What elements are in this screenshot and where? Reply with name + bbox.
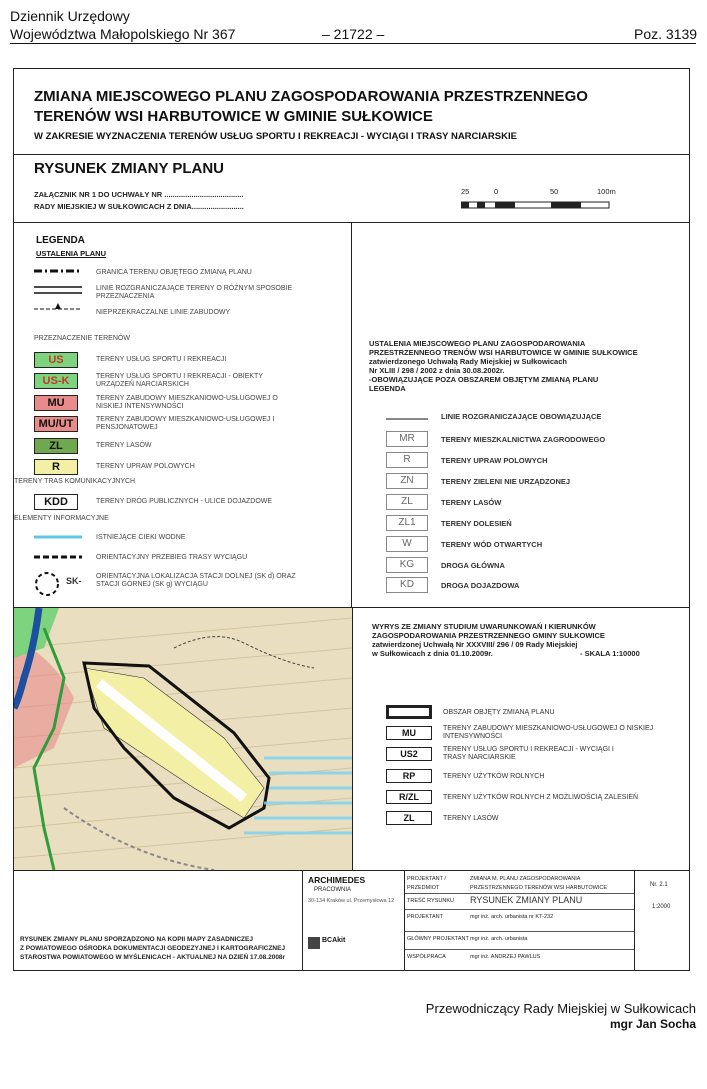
study-item-text: TERENY LASÓW <box>443 815 499 822</box>
plan-title-line2: TERENÓW WSI HARBUTOWICE W GMINIE SUŁKOWICE <box>34 108 433 125</box>
attachment-line1: ZAŁĄCZNIK NR 1 DO UCHWAŁY NR ...................................... <box>34 190 244 199</box>
zone-kdd-symbol: KDD <box>34 494 78 510</box>
zone-mu-ut-text: TERENY ZABUDOWY MIESZKANIOWO-USŁUGOWEJ I PENSJONATOWEJ <box>96 416 275 431</box>
divider <box>351 222 352 607</box>
sheet-number: Nr. 2.1 <box>650 882 668 888</box>
existing-item-text: TERENY UPRAW POLOWYCH <box>441 456 548 465</box>
zone-zl-text: TERENY LASÓW <box>96 442 152 449</box>
sk-label: SK- <box>66 576 82 586</box>
plan-map <box>14 608 352 870</box>
header-rule <box>10 43 696 44</box>
existing-item-symbol: R <box>386 452 428 468</box>
scale-label-100: 100m <box>597 187 616 196</box>
position-number: Poz. 3139 <box>634 26 698 42</box>
zone-zl-symbol: ZL <box>34 438 78 454</box>
existing-item-text: TERENY ZIELENI NIE URZĄDZONEJ <box>441 477 571 486</box>
base-map-note: RYSUNEK ZMIANY PLANU SPORZĄDZONO NA KOPII MAPY ZASADNICZEJ Z POWIATOWEGO OŚRODKA DOKUMENTACJI GEODEZYJNEJ I KARTOGRAFICZNEJ STAROSTWA POWIATOWEGO W MYŚLENICACH - AKTUALNEJ NA DZIEŃ 17.08.2008r <box>20 936 286 961</box>
existing-item-text: TERENY MIESZKALNICTWA ZAGRODOWEGO <box>441 435 606 444</box>
boundary-line-symbol <box>34 265 84 315</box>
existing-item-text: LINIE ROZGRANICZAJĄCE OBOWIĄZUJĄCE <box>441 412 602 421</box>
zone-us-k-text: TERENY USŁUG SPORTU I REKREACJI - OBIEKTY URZĄDZEŃ NARCIARSKICH <box>96 373 263 388</box>
divider <box>404 870 405 971</box>
plan-title-line3: W ZAKRESIE WYZNACZENIA TERENÓW USŁUG SPORTU I REKREACJI - WYCIĄGI I TRASY NARCIARSKIE <box>34 131 517 142</box>
scale-bar <box>461 199 611 211</box>
existing-item-symbol: KD <box>386 577 428 593</box>
existing-item-text: TERENY LASÓW <box>441 498 502 507</box>
divider <box>14 870 689 871</box>
divider <box>14 154 689 155</box>
divider <box>302 870 303 971</box>
info-symbols <box>34 529 84 604</box>
journal-subtitle: Województwa Małopolskiego Nr 367 <box>10 26 236 42</box>
existing-item-symbol: KG <box>386 557 428 573</box>
zone-mu-ut-symbol: MU/UT <box>34 416 78 432</box>
existing-item-text: DROGA GŁÓWNA <box>441 561 505 570</box>
existing-item-symbol: ZL1 <box>386 515 428 531</box>
study-item-symbol: ZL <box>386 811 432 825</box>
dividing-line-symbol <box>386 418 428 420</box>
study-item-text: TERENY UŻYTKÓW ROLNYCH <box>443 773 545 780</box>
zone-kdd-text: TERENY DRÓG PUBLICZNYCH - ULICE DOJAZDOWE <box>96 498 273 505</box>
existing-item-symbol: MR <box>386 431 428 447</box>
legend-building-line-text: NIEPRZEKRACZALNE LINIE ZABUDOWY <box>96 309 231 316</box>
study-item-symbol: RP <box>386 769 432 783</box>
zone-r-symbol: R <box>34 459 78 475</box>
existing-plan-heading: USTALENIA MIEJSCOWEGO PLANU ZAGOSPODAROWANIA PRZESTRZENNEGO TRENÓW WSI HARBUTOWICE W GMINIE SUŁKOWICE zatwierdzonego Uchwałą Rady Miejskiej w Sułkowicach Nr XLIII / 298 / 2002 z dnia 30.08.2002r. -OBOWIĄZUJĄCE POZA OBSZAREM OBJĘTYM ZMIANĄ PLANU LEGENDA <box>369 339 638 393</box>
divider <box>352 608 353 870</box>
plan-sheet: ZMIANA MIEJSCOWEGO PLANU ZAGOSPODAROWANIA PRZESTRZENNEGO TERENÓW WSI HARBUTOWICE W GMINIE SUŁKOWICE W ZAKRESIE WYZNACZENIA TERENÓW USŁUG SPORTU I REKREACJI - WYCIĄGI I TRASY NARCIARSKIE RYSUNEK ZMIANY PLANU ZAŁĄCZNIK NR 1 DO UCHWAŁY NR ...................................... RADY MIEJSKIEJ W SUŁKOWICACH Z DNIA......................... 25 0 50 100m LEGENDA USTALENIA PLANU GRANICA TERENU OBJĘTEGO ZMIANĄ PLANU LINIE ROZGRANICZAJĄCE TERENY O RÓŻNYM SPOSOBIE PRZEZNACZENIA NIEPRZEKRACZALNE LINIE ZABUDOWY PRZEZNACZENIE TERENÓW US TERENY USŁUG SPORTU I REKREACJI US-K TERENY USŁUG SPORTU I REKREACJI - OBIEKTY URZĄDZEŃ NARCIARSKICH MU TERENY ZABUDOWY MIESZKANIOWO-USŁUGOWEJ O NISKIEJ INTENSYWNOŚCI MU/UT TERENY ZABUDOWY MIESZKANIOWO-USŁUGOWEJ I PENSJONATOWEJ ZL TERENY LASÓW R TERENY UPRAW POLOWYCH TERENY TRAS KOMUNIKACYJNYCH KDD TERENY DRÓG PUBLICZNYCH - ULICE DOJAZDOWE ELEMENTY INFORMACYJNE ISTNIEJĄCE CIEKI WODNE ORIENTACYJNY PRZEBIEG TRASY WYCIĄGU SK- ORIENTACYJNA LOKALIZACJA STACJI DOLNEJ (SK d) ORAZ STACJI GÓRNEJ (SK g) WYCIĄGU USTALENIA MIEJSCOWEGO PLANU ZAGOSPODAROWANIA PRZESTRZENNEGO TRENÓW WSI HARBUTOWICE W GMINIE SUŁKOWICE zatwierdzonego Uchwałą Rady Miejskiej w Sułkowicach Nr XLIII / 298 / 2002 z dnia 30.08.2002r. -OBOWIĄZUJĄCE POZA OBSZAREM OBJĘTYM ZMIANĄ PLANU LEGENDA LINIE ROZGRANICZAJĄCE OBOWIĄZUJĄCE MR TERENY MIESZKALNICTWA ZAGRODOWEGO R TERENY UPRAW POLOWYCH ZN TERENY ZIELENI NIE URZĄDZONEJ ZL TERENY LASÓW ZL1 TERENY DOLESIEŃ W TERENY WÓD OTWARTYCH KG DROGA GŁÓWNA KD DROGA DOJAZDOWA WYRYS ZE ZMIANY STUDIUM UWARUNKOWAŃ I KIERUNKÓW ZAGOSPODAROWANIA PRZESTRZENNEGO GMINY SUŁKOWICE zatwierdzonej Uchwałą Nr XXXVIII/ 296 / 09 Rady Miejskiej w Sułkowicach z dnia 01.10.2009r. - SKALA 1:10000 OBSZAR OBJĘTY ZMIANĄ PLANU MU TERENY ZABUDOWY MIESZKANIOWO-USŁUGOWEJ O NISKIEJ INTENSYWNOŚCI US2 TERENY USŁUG SPORTU I REKREACJI - WYCIĄGI I TRASY NARCIARSKIE RP TERENY UŻYTKÓW ROLNYCH R/ZL TERENY UŻYTKÓW ROLNYCH Z MOŻLIWOŚCIĄ ZALESIEŃ ZL TERENY LASÓW RYSUNEK ZMIANY PLANU SPORZĄDZONO NA KOPII MAPY ZASADNICZEJ Z POWIATOWEGO OŚRODKA DOKUMENTACJI GEODEZYJNEJ I KARTOGRAFICZNEJ STAROSTWA POWIATOWEGO W MYŚLENICACH - AKTUALNEJ NA DZIEŃ 17.08.2008r ARCHIMEDES PRACOWNIA 30-134 Kraków ul. Przemysłowa 12 BCAkit PROJEKTANT / PRZEDMIOT ZMIANA M. PLANU ZAGOSPODAROWANIA PRZESTRZENNEGO TERENÓW WSI HARBUTOWICE TREŚĆ RYSUNKU RYSUNEK ZMIANY PLANU PROJEKTANT mgr inż. arch. urbanista nr KT-232 GŁÓWNY PROJEKTANT mgr inż. arch. urbanista WSPÓŁPRACA mgr inż. ANDRZEJ PAWLUS Nr. 2.1 1:2000 <box>13 68 690 971</box>
study-item-text: TERENY USŁUG SPORTU I REKREACJI - WYCIĄGI I TRASY NARCIARSKIE <box>443 746 614 761</box>
study-scale: - SKALA 1:10000 <box>580 649 640 658</box>
plan-title-line1: ZMIANA MIEJSCOWEGO PLANU ZAGOSPODAROWANIA PRZESTRZENNEGO <box>34 88 588 105</box>
study-item-text: TERENY ZABUDOWY MIESZKANIOWO-USŁUGOWEJ O NISKIEJ INTENSYWNOŚCI <box>443 725 654 740</box>
legend-boundary-text: GRANICA TERENU OBJĘTEGO ZMIANĄ PLANU <box>96 269 252 276</box>
scale-label-50: 50 <box>550 187 559 196</box>
info-streams-text: ISTNIEJĄCE CIEKI WODNE <box>96 534 186 541</box>
zone-us-k-symbol: US-K <box>34 373 78 389</box>
firm-address: 30-134 Kraków ul. Przemysłowa 12 <box>308 898 395 904</box>
divider <box>634 870 635 971</box>
zone-mu-text: TERENY ZABUDOWY MIESZKANIOWO-USŁUGOWEJ O NISKIEJ INTENSYWNOŚCI <box>96 395 278 410</box>
firm-name: ARCHIMEDES <box>308 875 366 885</box>
info-lift-route-text: ORIENTACYJNY PRZEBIEG TRASY WYCIĄGU <box>96 554 248 561</box>
legend-info-heading: ELEMENTY INFORMACYJNE <box>14 515 109 522</box>
zone-mu-symbol: MU <box>34 395 78 411</box>
existing-item-symbol: ZN <box>386 473 428 489</box>
info-stations-text: ORIENTACYJNA LOKALIZACJA STACJI DOLNEJ (SK d) ORAZ STACJI GÓRNEJ (SK g) WYCIĄGU <box>96 573 296 588</box>
sheet-scale: 1:2000 <box>652 904 671 910</box>
zone-us-symbol: US <box>34 352 78 368</box>
legend-zones-heading: PRZEZNACZENIE TERENÓW <box>34 335 130 342</box>
scale-label-25: 25 <box>461 187 470 196</box>
study-item-text: OBSZAR OBJĘTY ZMIANĄ PLANU <box>443 709 555 716</box>
firm-sub: PRACOWNIA <box>314 887 352 893</box>
firm-logo-icon <box>308 937 320 949</box>
existing-item-symbol: W <box>386 536 428 552</box>
legend-dividing-lines-text: LINIE ROZGRANICZAJĄCE TERENY O RÓŻNYM SPOSOBIE PRZEZNACZENIA <box>96 285 293 300</box>
firm-logo-text: BCAkit <box>322 937 346 944</box>
attachment-line2: RADY MIEJSKIEJ W SUŁKOWICACH Z DNIA......................... <box>34 202 244 211</box>
study-item-symbol <box>386 705 432 719</box>
page-number: – 21722 – <box>322 26 385 42</box>
signature-title: Przewodniczący Rady Miejskiej w Sułkowicach <box>425 1001 696 1016</box>
existing-item-symbol: ZL <box>386 494 428 510</box>
study-item-symbol: US2 <box>386 747 432 761</box>
existing-item-text: TERENY DOLESIEŃ <box>441 519 512 528</box>
study-item-symbol: R/ZL <box>386 790 432 804</box>
drawing-heading: RYSUNEK ZMIANY PLANU <box>34 160 225 177</box>
existing-item-text: TERENY WÓD OTWARTYCH <box>441 540 543 549</box>
existing-item-text: DROGA DOJAZDOWA <box>441 581 520 590</box>
zone-us-text: TERENY USŁUG SPORTU I REKREACJI <box>96 356 227 363</box>
study-item-symbol: MU <box>386 726 432 740</box>
study-heading: WYRYS ZE ZMIANY STUDIUM UWARUNKOWAŃ I KIERUNKÓW ZAGOSPODAROWANIA PRZESTRZENNEGO GMINY SUŁKOWICE zatwierdzonej Uchwałą Nr XXXVIII/ 296 / 09 Rady Miejskiej w Sułkowicach z dnia 01.10.2009r. - SKALA 1:10000 <box>372 622 640 658</box>
zone-r-text: TERENY UPRAW POLOWYCH <box>96 463 195 470</box>
legend-comm-heading: TERENY TRAS KOMUNIKACYJNYCH <box>14 478 136 485</box>
journal-title: Dziennik Urzędowy <box>10 8 130 24</box>
legend-subheading: USTALENIA PLANU <box>36 249 106 258</box>
legend-heading: LEGENDA <box>36 235 85 246</box>
scale-label-0: 0 <box>494 187 499 196</box>
signature-name: mgr Jan Socha <box>609 1017 696 1031</box>
study-item-text: TERENY UŻYTKÓW ROLNYCH Z MOŻLIWOŚCIĄ ZALESIEŃ <box>443 794 639 801</box>
